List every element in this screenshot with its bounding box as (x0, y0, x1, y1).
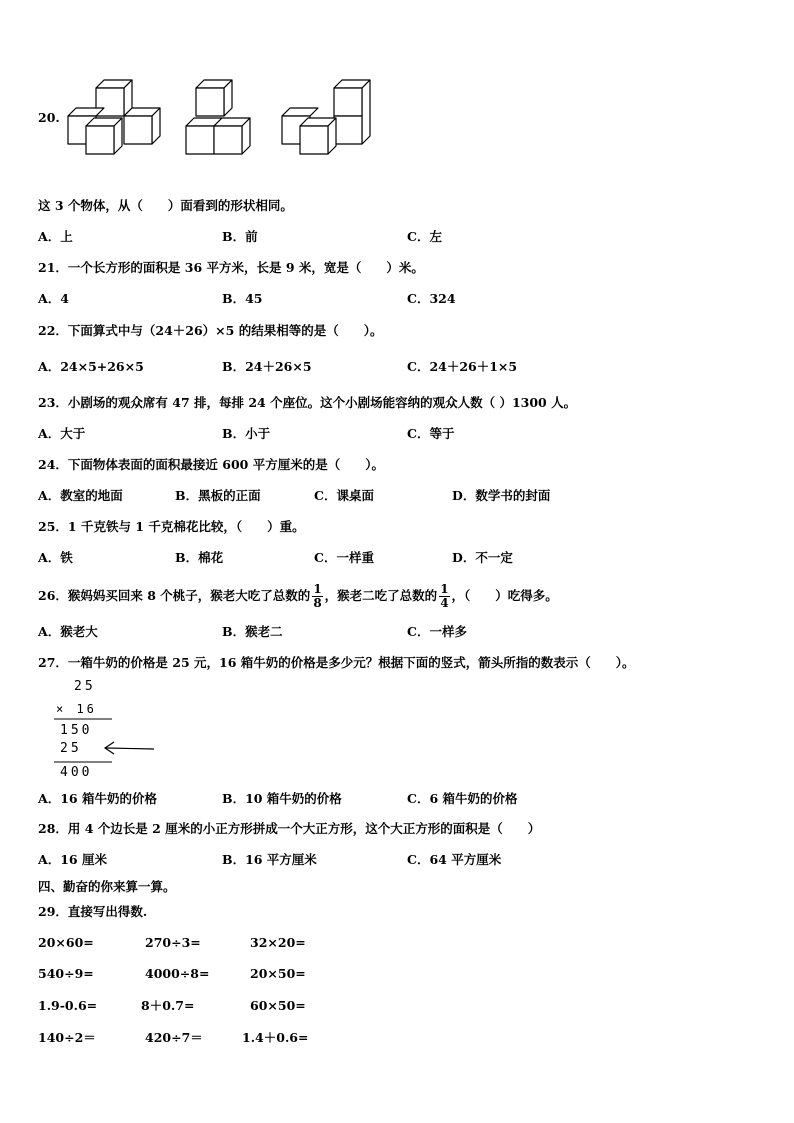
q24-option-b[interactable]: B．黑板的正面 (175, 488, 261, 503)
q26-option-a[interactable]: A．猴老大 (38, 624, 98, 639)
cube-figures (60, 74, 400, 164)
vertical-partial-product-1: 150 (60, 723, 93, 738)
q21-option-a[interactable]: A．4 (38, 291, 69, 306)
arrow-left-icon (102, 740, 162, 756)
q24-stem: 24．下面物体表面的面积最接近 600 平方厘米的是（ ）。 (38, 457, 384, 472)
calc-item: 20×60= (38, 935, 94, 950)
q20-stem: 这 3 个物体，从（ ）面看到的形状相同。 (38, 198, 293, 213)
q24-option-d[interactable]: D．数学书的封面 (452, 488, 551, 503)
fraction-one-eighth (312, 583, 322, 610)
fraction-denominator: 4 (440, 596, 449, 610)
calc-item: 4000÷8= (145, 966, 210, 981)
vertical-partial-product-2: 25 (60, 741, 82, 756)
q20-option-c[interactable]: C．左 (407, 229, 442, 244)
calc-item: 540÷9= (38, 966, 94, 981)
q28-option-c[interactable]: C．64 平方厘米 (407, 852, 502, 867)
q21-stem: 21．一个长方形的面积是 36 平方米，长是 9 米，宽是（ ）米。 (38, 260, 424, 275)
q23-option-a[interactable]: A．大于 (38, 426, 86, 441)
cube-figure-3 (282, 80, 370, 154)
q20-option-a[interactable]: A．上 (38, 229, 73, 244)
calc-item: 140÷2＝ (38, 1030, 96, 1045)
fraction-one-quarter (439, 583, 449, 610)
q23-option-c[interactable]: C．等于 (407, 426, 455, 441)
q26-option-c[interactable]: C．一样多 (407, 624, 467, 639)
q28-stem: 28．用 4 个边长是 2 厘米的小正方形拼成一个大正方形，这个大正方形的面积是（ ） (38, 821, 541, 836)
calc-item: 8＋0.7= (141, 998, 195, 1013)
q29-stem: 29．直接写出得数. (38, 904, 148, 919)
q22-option-c[interactable]: C．24＋26＋1×5 (407, 359, 518, 374)
vertical-multiplier: × 16 (56, 702, 97, 716)
q25-option-d[interactable]: D．不一定 (452, 550, 513, 565)
q26-option-b[interactable]: B．猴老二 (222, 624, 283, 639)
q23-option-b[interactable]: B．小于 (222, 426, 271, 441)
q20-option-b[interactable]: B．前 (222, 229, 258, 244)
q25-option-a[interactable]: A．铁 (38, 550, 73, 565)
cube-figure-2 (186, 80, 250, 154)
q21-option-c[interactable]: C．324 (407, 291, 456, 306)
q25-stem: 25．1 千克铁与 1 千克棉花比较，（ ）重。 (38, 519, 305, 534)
vertical-rules (48, 676, 168, 776)
calc-item: 20×50= (250, 966, 306, 981)
q27-option-a[interactable]: A．16 箱牛奶的价格 (38, 791, 157, 806)
q23-stem: 23．小剧场的观众席有 47 排，每排 24 个座位。这个小剧场能容纳的观众人数（ ）1300 人。 (38, 395, 577, 410)
q24-option-c[interactable]: C．课桌面 (314, 488, 374, 503)
q27-stem: 27．一箱牛奶的价格是 25 元，16 箱牛奶的价格是多少元？根据下面的竖式，箭头所指的数表示（ ）。 (38, 655, 635, 670)
calc-item: 270÷3= (145, 935, 201, 950)
q22-stem: 22．下面算式中与（24＋26）×5 的结果相等的是（ ）。 (38, 323, 383, 338)
q28-option-a[interactable]: A．16 厘米 (38, 852, 107, 867)
q25-option-b[interactable]: B．棉花 (175, 550, 224, 565)
vertical-product: 400 (60, 765, 93, 780)
q22-option-b[interactable]: B．24＋26×5 (222, 359, 312, 374)
fraction-denominator: 8 (313, 596, 322, 610)
q22-option-a[interactable]: A．24×5+26×5 (38, 359, 144, 374)
section-heading: 四、勤奋的你来算一算。 (38, 879, 176, 894)
q24-option-a[interactable]: A．教室的地面 (38, 488, 123, 503)
q26-stem-part-c: ，（ ）吃得多。 (451, 588, 558, 603)
calc-item: 32×20= (250, 935, 306, 950)
fraction-numerator: 1 (313, 582, 322, 596)
calc-item: 60×50= (250, 998, 306, 1013)
q26-stem-part-a: 26．猴妈妈买回来 8 个桃子，猴老大吃了总数的 (38, 588, 311, 603)
cube-figure-1 (68, 80, 160, 154)
calc-item: 1.9-0.6= (38, 998, 98, 1013)
q25-option-c[interactable]: C．一样重 (314, 550, 374, 565)
q27-option-b[interactable]: B．10 箱牛奶的价格 (222, 791, 342, 806)
q21-option-b[interactable]: B．45 (222, 291, 263, 306)
q26-stem-part-b: ，猴老二吃了总数的 (324, 588, 438, 603)
q27-option-c[interactable]: C．6 箱牛奶的价格 (407, 791, 518, 806)
calc-item: 420÷7＝ (145, 1030, 203, 1045)
vertical-multiplicand: 25 (74, 679, 96, 694)
calc-item: 1.4＋0.6= (242, 1030, 309, 1045)
fraction-numerator: 1 (440, 582, 449, 596)
q28-option-b[interactable]: B．16 平方厘米 (222, 852, 317, 867)
q20-number: 20. (38, 110, 60, 125)
q26-stem (38, 582, 558, 610)
